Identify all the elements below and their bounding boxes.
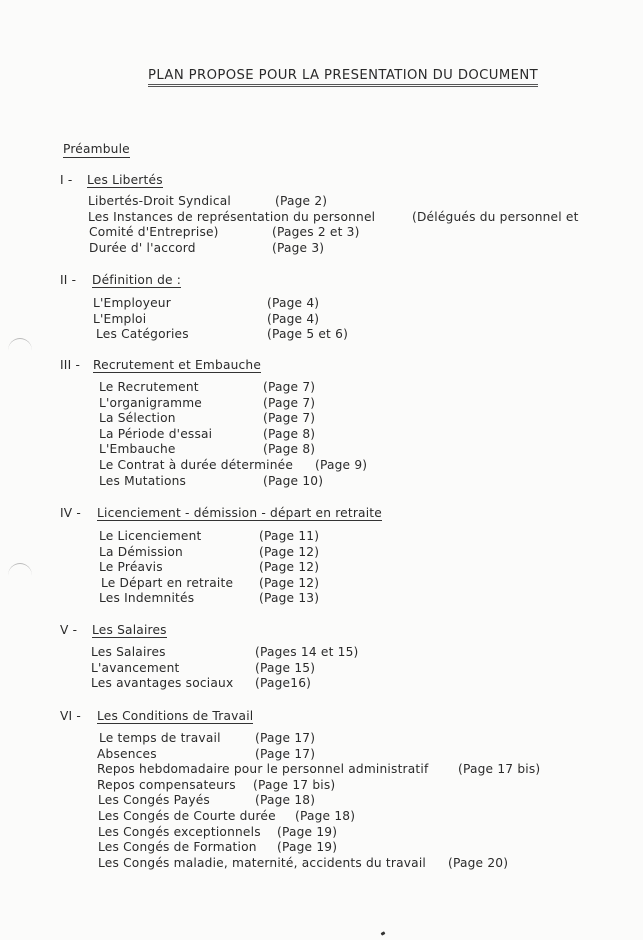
entry-page: (Délégués du personnel et <box>412 209 579 224</box>
entry-text: Le Préavis <box>99 560 163 575</box>
toc-entry <box>60 762 541 778</box>
toc-entry <box>60 824 338 841</box>
entry-page: (Page 8) <box>263 442 316 457</box>
section-heading <box>60 172 163 188</box>
section-number: I - <box>60 173 73 187</box>
section-2 <box>60 272 349 343</box>
toc-entry <box>60 808 356 825</box>
entry-page: (Page 3) <box>272 240 325 255</box>
entry-page: (Page 10) <box>263 473 324 488</box>
toc-entry <box>60 545 382 561</box>
entry-page: (Page 18) <box>255 793 316 808</box>
toc-entry <box>60 209 579 226</box>
entry-page: (Page 7) <box>263 380 316 394</box>
section-heading <box>60 622 167 638</box>
section-number: II - <box>60 273 77 287</box>
toc-entry <box>60 225 360 241</box>
entry-text: Les Congés de Courte durée <box>98 808 276 823</box>
toc-entry <box>60 855 509 872</box>
punch-hole-mark <box>8 338 32 363</box>
entry-text: Les Mutations <box>99 473 187 488</box>
section-title: Définition de : <box>92 273 182 287</box>
entry-page: (Page 5 et 6) <box>267 327 349 342</box>
toc-entry <box>60 746 316 763</box>
section-number: III - <box>60 358 81 372</box>
toc-entry <box>60 660 316 677</box>
entry-text: Le Contrat à durée déterminée <box>99 457 294 472</box>
entry-page: (Page16) <box>255 676 312 691</box>
section-heading <box>60 505 382 521</box>
toc-entry <box>60 240 325 257</box>
entry-text: L'Embauche <box>99 442 176 457</box>
section-1 <box>60 172 579 256</box>
toc-entry <box>60 411 316 427</box>
entry-page: (Page 17) <box>255 746 316 761</box>
section-6 <box>60 708 541 871</box>
toc-entry <box>60 793 316 809</box>
section-number: VI - <box>60 709 82 723</box>
toc-entry <box>60 380 316 396</box>
entry-page: (Page 7) <box>263 395 316 410</box>
section-title: Les Salaires <box>92 623 167 637</box>
entry-text: Les Salaires <box>91 645 166 659</box>
entry-text: Repos compensateurs <box>97 777 236 792</box>
toc-entry <box>60 676 312 692</box>
toc-entry <box>60 473 324 490</box>
ink-speck <box>381 931 386 936</box>
toc-entry <box>60 777 336 794</box>
entry-text: L'Employeur <box>93 296 171 310</box>
entry-text: Repos hebdomadaire pour le personnel administratif <box>97 762 429 777</box>
entry-text: Les avantages sociaux <box>91 676 234 691</box>
entry-text: La Démission <box>99 544 183 559</box>
entry-page: (Page 4) <box>267 296 320 310</box>
entry-text: Comité d'Entreprise) <box>89 225 219 240</box>
toc-entry <box>60 442 316 458</box>
entry-page: (Page 15) <box>255 660 316 675</box>
toc-entry <box>60 327 349 343</box>
document-title: PLAN PROPOSE POUR LA PRESENTATION DU DOCUMENT <box>148 68 538 87</box>
entry-page: (Page 18) <box>295 808 356 823</box>
section-title: Recrutement et Embauche <box>93 358 262 372</box>
entry-page: (Page 8) <box>263 426 316 441</box>
entry-text: Le temps de travail <box>99 731 221 745</box>
entry-text: Les Indemnités <box>99 591 195 606</box>
toc-entry <box>60 560 382 576</box>
section-title: Les Libertés <box>87 173 163 187</box>
section-number: V - <box>60 623 78 637</box>
toc-entry <box>60 395 316 412</box>
section-4 <box>60 505 382 607</box>
entry-text: Les Instances de représentation du personnel <box>88 209 376 224</box>
entry-text: Durée d' l'accord <box>89 240 196 255</box>
entry-page: (Page 7) <box>263 411 316 426</box>
entry-page: (Page 12) <box>259 544 320 559</box>
entry-text: Les Congés exceptionnels <box>98 824 261 839</box>
toc-entry <box>60 840 338 856</box>
entry-text: Le Licenciement <box>99 529 202 543</box>
section-heading <box>60 708 253 724</box>
entry-text: L'avancement <box>91 660 180 675</box>
entry-page: (Pages 2 et 3) <box>272 225 360 240</box>
entry-page: (Page 17 bis) <box>458 762 541 777</box>
toc-entry <box>60 645 359 661</box>
toc-entry <box>60 529 382 545</box>
section-heading <box>60 272 181 288</box>
entry-text: Libertés-Droit Syndical <box>88 194 232 208</box>
section-title: Licenciement - démission - départ en retraite <box>97 506 382 520</box>
entry-text: Les Congés Payés <box>98 793 210 808</box>
punch-hole-mark <box>8 563 32 588</box>
toc-entry <box>60 426 316 443</box>
entry-page: (Page 17 bis) <box>253 777 336 792</box>
toc-entry <box>60 194 328 210</box>
toc-entry <box>60 576 382 592</box>
toc-entry <box>60 457 368 474</box>
entry-page: (Page 19) <box>277 840 338 855</box>
entry-text: Les Congés de Formation <box>98 840 257 855</box>
entry-page: (Page 12) <box>259 560 320 575</box>
section-5 <box>60 622 359 692</box>
entry-page: (Page 11) <box>259 529 320 543</box>
entry-page: (Page 20) <box>448 855 509 870</box>
entry-text: Les Congés maladie, maternité, accidents du travail <box>98 855 427 870</box>
entry-text: La Période d'essai <box>99 426 213 441</box>
entry-page: (Pages 14 et 15) <box>255 645 359 659</box>
entry-page: (Page 9) <box>315 457 368 472</box>
section-number: IV - <box>60 506 82 520</box>
entry-page: (Page 4) <box>267 311 320 326</box>
section-3 <box>60 357 368 489</box>
toc-entry <box>60 731 316 747</box>
entry-page: (Page 12) <box>259 575 320 590</box>
toc-entry <box>60 296 320 312</box>
entry-text: La Sélection <box>99 411 176 426</box>
entry-text: L'organigramme <box>99 395 202 410</box>
entry-text: L'Emploi <box>93 311 147 326</box>
entry-text: Absences <box>97 746 157 761</box>
preamble-heading: Préambule <box>63 142 130 156</box>
entry-page: (Page 13) <box>259 591 320 606</box>
entry-text: Les Catégories <box>96 327 189 342</box>
entry-page: (Page 2) <box>275 194 328 208</box>
section-title: Les Conditions de Travail <box>97 709 254 723</box>
entry-text: Le Départ en retraite <box>101 575 234 590</box>
section-heading <box>60 357 261 373</box>
toc-entry <box>60 591 382 607</box>
entry-page: (Page 17) <box>255 731 316 745</box>
entry-text: Le Recrutement <box>99 380 199 394</box>
toc-entry <box>60 311 320 328</box>
entry-page: (Page 19) <box>277 824 338 839</box>
